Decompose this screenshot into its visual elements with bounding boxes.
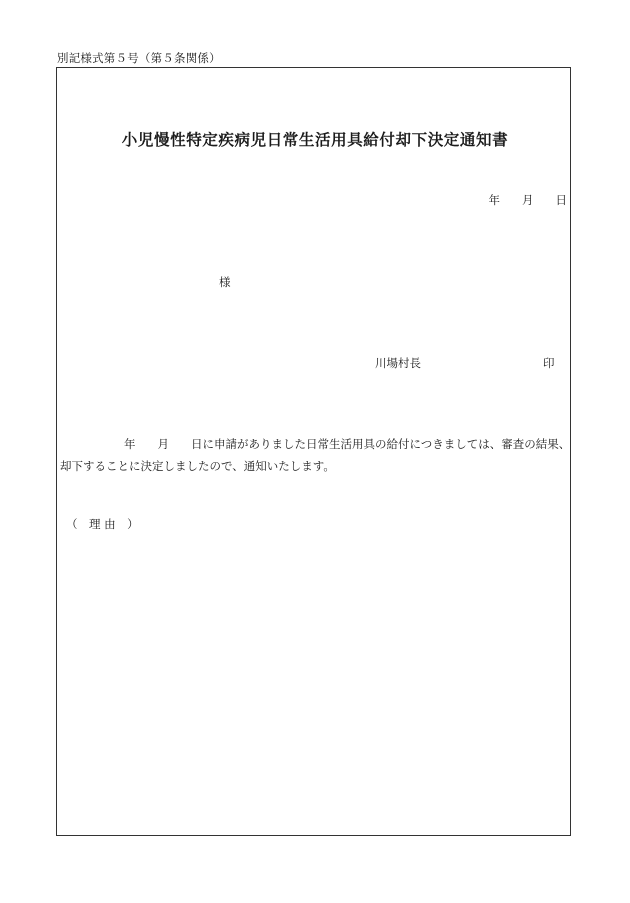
- body-month-label: 月: [157, 437, 169, 451]
- body-text-line-1: [124, 436, 570, 452]
- body-line1-rest: 日に申請がありました日常生活用具の給付につきましては、審査の結果、: [191, 437, 571, 451]
- addressee-honorific: 様: [219, 275, 231, 289]
- document-title: 小児慢性特定疾病児日常生活用具給付却下決定通知書: [121, 130, 509, 149]
- body-year-label: 年: [124, 437, 136, 451]
- reason-label: （ 理 由 ）: [66, 517, 139, 531]
- form-number: 別記様式第５号（第５条関係）: [57, 51, 221, 65]
- issuer-name: 川場村長: [375, 356, 421, 370]
- body-text-line-2: 却下することに決定しましたので、通知いたします。: [60, 459, 335, 473]
- date-day-label: 日: [555, 193, 567, 207]
- issue-date: [489, 192, 568, 208]
- date-month-label: 月: [522, 193, 534, 207]
- date-year-label: 年: [488, 193, 500, 207]
- seal-mark: 印: [543, 356, 555, 370]
